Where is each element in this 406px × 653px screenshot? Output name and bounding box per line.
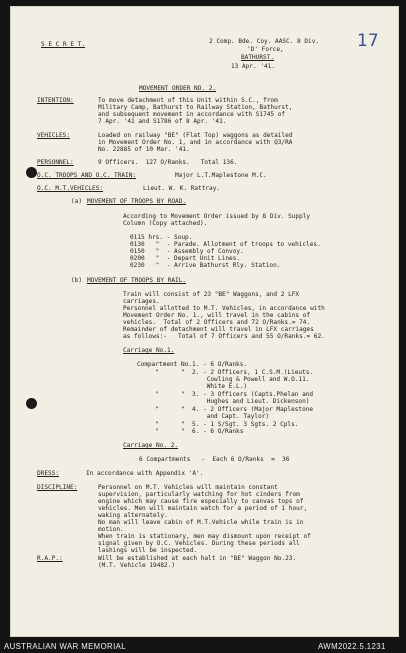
order-title: MOVEMENT ORDER NO. 2. [139, 85, 217, 92]
vehicles-line: in Movement Order No. 1, and in accordance with Q3/RA [98, 139, 293, 146]
dress-text: In accordance with Appendix 'A'. [86, 470, 204, 477]
discipline-label: DISCIPLINE: [37, 484, 78, 491]
section-a-intro: Column (Copy attached). [123, 220, 208, 227]
handwritten-folio-number: 17 [357, 31, 379, 51]
schedule-item: 0115 hrs. - Soup. [130, 234, 193, 241]
order-date: 13 Apr. '41. [231, 63, 276, 70]
discipline-line: waking alternately. [98, 512, 168, 519]
compartment-line: Cowling & Powell and W.O.11. [137, 376, 310, 383]
section-a-marker: (a) [71, 198, 83, 205]
unit-line-2: 'D' Force, [247, 46, 284, 53]
archive-name: AUSTRALIAN WAR MEMORIAL [4, 642, 126, 651]
compartment-line: " " 6. - 6 O/Ranks [137, 428, 244, 435]
oc-troops-label: O.C. TROOPS AND O.C. TRAIN: [37, 172, 137, 179]
oc-vehicles-label: O.C. M.T.VEHICLES: [37, 185, 104, 192]
section-a-intro: According to Movement Order issued by 8 Div. Supply [123, 213, 311, 220]
unit-location: BATHURST. [241, 54, 275, 61]
compartment-line: " " 5. - 1 S/Sgt. 3 Sgts. 2 Cpls. [137, 421, 299, 428]
discipline-line: lashings will be inspected. [98, 547, 198, 554]
rap-line: (M.T. Vehicle 19482.) [98, 562, 176, 569]
discipline-line: When train is stationary, men may dismount upon receipt of [98, 533, 311, 540]
intention-line: To move detachment of this Unit within S.C., from [98, 97, 278, 104]
discipline-line: engine which may cause fire especially to canvas tops of [98, 498, 304, 505]
section-a-heading: MOVEMENT OF TROOPS BY ROAD. [87, 198, 187, 205]
archive-reference: AWM2022.5.1231 [318, 642, 386, 651]
vehicles-line: No. 22885 of 10 Mar. '41. [98, 146, 190, 153]
compartment-line: " " 2. - 2 Officers, 1 C.S.M.(Lieuts. [137, 369, 314, 376]
personnel-text: 9 Officers. 127 O/Ranks. Total 136. [98, 159, 238, 166]
schedule-item: 0230 " - Arrive Bathurst Rly. Station. [130, 262, 281, 269]
vehicles-label: VEHICLES: [37, 132, 71, 139]
section-b-line: Movement Order No. 1., will travel in the cabins of [123, 312, 311, 319]
vehicles-line: Loaded on railway "BE" (Flat Top) waggons as detailed [98, 132, 293, 139]
section-b-heading: MOVEMENT OF TROOPS BY RAIL. [87, 277, 187, 284]
discipline-line: signal given by O.C. Vehicles. During these periods all [98, 540, 300, 547]
oc-vehicles-name: Lieut. W. K. Rattray. [143, 185, 221, 192]
intention-line: Military Camp, Bathurst to Railway Station, Bathurst, [98, 104, 293, 111]
section-b-line: Personnel allotted to M.T. Vehicles, in accordance with [123, 305, 325, 312]
discipline-line: motion. [98, 526, 124, 533]
compartment-line: White E.L.) [137, 383, 248, 390]
schedule-item: 0130 " - Parade. Allotment of troops to vehicles. [130, 241, 321, 248]
section-b-line: as follows:- Total of 7 Officers and 55 O/Ranks.= 62. [123, 333, 325, 340]
schedule-item: 0150 " - Assembly of Convoy. [130, 248, 244, 255]
carriage-2-heading: Carriage No. 2. [123, 442, 179, 449]
intention-line: and subsequent movement in accordance with S1745 of [98, 111, 286, 118]
punch-hole [26, 398, 37, 409]
discipline-line: vehicles. Men will maintain watch for a period of 1 hour, [98, 505, 308, 512]
archive-footer [0, 640, 406, 653]
document-page [10, 6, 399, 637]
discipline-line: Personnel on M.T. Vehicles will maintain constant [98, 484, 278, 491]
dress-label: DRESS: [37, 470, 60, 477]
unit-line-1: 2 Comp. Bde. Coy. AASC. 8 Div. [209, 38, 320, 45]
compartment-line: " " 4. - 2 Officers (Major Maplestone [137, 406, 314, 413]
compartment-line: Hughes and Lieut. Dickenson) [137, 398, 310, 405]
discipline-line: supervision, particularly watching for hot cinders from [98, 491, 300, 498]
discipline-line: No man will leave cabin of M.T.Vehicle while train is in [98, 519, 304, 526]
schedule-item: 0200 " - Depart Unit Lines. [130, 255, 241, 262]
intention-label: INTENTION: [37, 97, 74, 104]
section-b-line: Remainder of detachment will travel in LFX carriages [123, 326, 314, 333]
compartment-line: " " 3. - 3 Officers (Capts.Phelan and [137, 391, 314, 398]
section-b-line: Train will consist of 23 "BE" Waggons, and 2 LFX [123, 291, 300, 298]
carriage-2-text: 6 Compartments - Each 6 O/Ranks = 36 [139, 456, 290, 463]
personnel-label: PERSONNEL: [37, 159, 74, 166]
section-b-line: vehicles. Total of 2 Officers and 72 O/Ranks.= 74. [123, 319, 311, 326]
rap-line: Will be established at each halt in "BE" Waggon No.23. [98, 555, 297, 562]
oc-troops-name: Major L.T.Maplestone M.C. [175, 172, 267, 179]
compartment-line: Compartment No.1. - 6 O/Ranks. [137, 361, 248, 368]
rap-label: R.A.P.: [37, 555, 63, 562]
punch-hole [26, 167, 37, 178]
carriage-1-heading: Carriage No.1. [123, 347, 175, 354]
section-b-marker: (b) [71, 277, 83, 284]
section-b-line: carriages. [123, 298, 160, 305]
intention-line: 7 Apr. '41 and S1786 of 8 Apr. '41. [98, 118, 227, 125]
security-classification: S E C R E T. [41, 41, 86, 48]
compartment-line: and Capt. Taylor) [137, 413, 270, 420]
